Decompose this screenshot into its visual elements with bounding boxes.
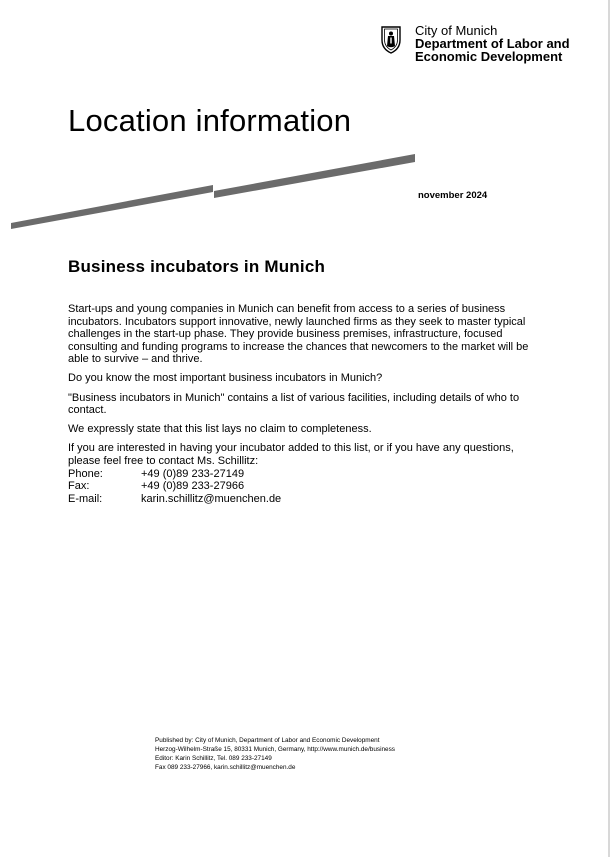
swoosh-segment-right bbox=[214, 154, 415, 198]
phone-value: +49 (0)89 233-27149 bbox=[141, 467, 245, 480]
footer-line-publisher: Published by: City of Munich, Department of Labor and Economic Development bbox=[155, 737, 380, 744]
list-info-paragraph: "Business incubators in Munich" contains a list of various facilities, including details of who to contact. bbox=[68, 391, 520, 417]
section-heading: Business incubators in Munich bbox=[68, 257, 326, 276]
email-value: karin.schillitz@muenchen.de bbox=[141, 492, 282, 505]
department-name-line2: Economic Development bbox=[415, 49, 563, 64]
question-paragraph: Do you know the most important business incubators in Munich? bbox=[68, 372, 383, 385]
publication-date: november 2024 bbox=[418, 190, 488, 201]
contact-intro-paragraph: If you are interested in having your incubator added to this list, or if you have any questions, please feel free to contact Ms. Schillitz: bbox=[68, 442, 514, 467]
organization-name bbox=[415, 24, 595, 63]
body-text bbox=[68, 303, 530, 505]
swoosh-segment-left bbox=[11, 185, 213, 229]
contact-fax-row bbox=[68, 480, 530, 493]
department-name-line1: Department of Labor and bbox=[415, 36, 570, 51]
phone-label: Phone: bbox=[68, 467, 103, 480]
footer-line-editor: Editor: Karin Schillitz, Tel. 089 233-27149 bbox=[155, 755, 272, 762]
disclaimer-paragraph: We expressly state that this list lays no claim to completeness. bbox=[68, 423, 372, 436]
footer-line-fax-email: Fax 089 233-27966, karin.schillitz@muenchen.de bbox=[155, 764, 296, 771]
munich-seal-icon bbox=[380, 24, 402, 54]
fax-label: Fax: bbox=[68, 480, 90, 493]
city-name: City of Munich bbox=[415, 23, 498, 38]
fax-value: +49 (0)89 233-27966 bbox=[141, 480, 245, 493]
intro-paragraph: Start-ups and young companies in Munich can benefit from access to a series of business incubators. Incubators support innovative, newly launched firms as they seek to master typical challenges in the start-up phase. They provide business premises, infrastructure, focused consulting and funding programs to increase the chances that newcomers to the market will be able to survive – and thrive. bbox=[68, 303, 529, 366]
contact-email-row bbox=[68, 493, 530, 506]
document-title: Location information bbox=[68, 103, 352, 138]
footer-line-address: Herzog-Wilhelm-Straße 15, 80331 Munich, Germany, http://www.munich.de/business bbox=[155, 746, 395, 753]
decorative-swoosh bbox=[0, 145, 430, 240]
email-label: E-mail: bbox=[68, 492, 103, 505]
publisher-footer bbox=[155, 736, 465, 772]
contact-phone-row bbox=[68, 468, 530, 481]
